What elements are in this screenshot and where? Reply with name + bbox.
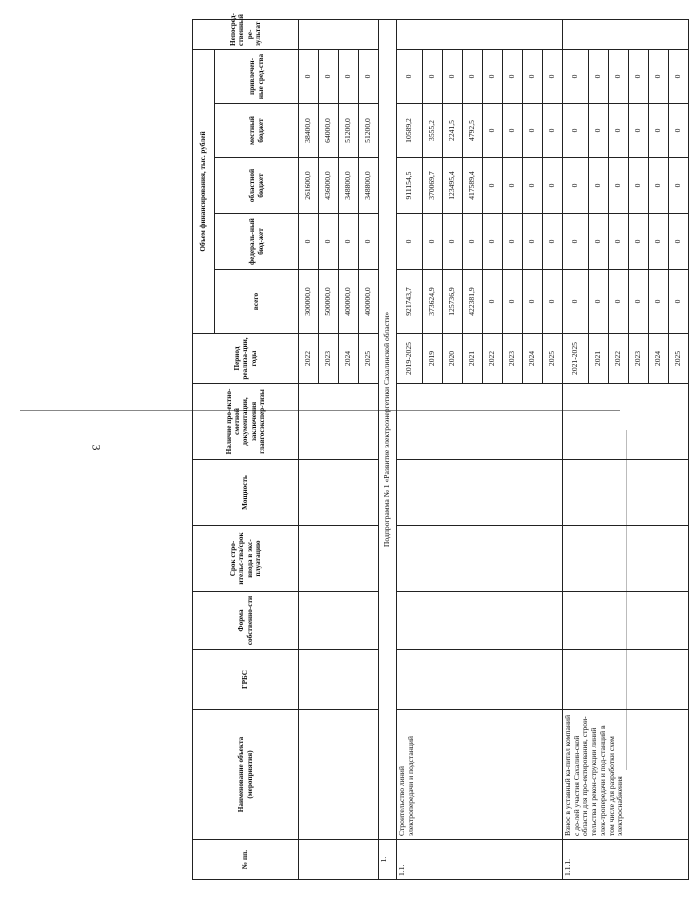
header-local: местный бюджет — [215, 104, 299, 158]
cell-year: 2021 — [589, 334, 609, 384]
cell-total: 921743,7 — [397, 270, 423, 334]
cell-local: 0 — [523, 104, 543, 158]
cell-regional: 0 — [589, 158, 609, 214]
cell-federal: 0 — [483, 214, 503, 270]
cell-regional: 261600,0 — [299, 158, 319, 214]
cell-attracted: 0 — [523, 49, 543, 103]
cell-year: 2025 — [359, 334, 379, 384]
cell-year: 2023 — [503, 334, 523, 384]
cell-ownership — [563, 592, 689, 650]
cell-ownership — [299, 592, 379, 650]
cell-regional: 0 — [563, 158, 589, 214]
header-grbs: ГРБС — [193, 650, 299, 710]
subprogram-row — [379, 19, 397, 879]
cell-federal: 0 — [543, 214, 563, 270]
cell-construction — [397, 526, 563, 592]
cell-year: 2020 — [443, 334, 463, 384]
cell-local: 0 — [483, 104, 503, 158]
table-row — [563, 19, 589, 879]
section-name: Взнос в уставный ка-питал компаний с до-лей участия Сахалин-ской области для про-ектирования, строи-тельства и рекон-струкции линий элек-тропередачи и под-станций в том числе для разработки схем электроснабжения — [563, 710, 689, 840]
header-ownership: Форма собственно-сти — [193, 592, 299, 650]
subprogram-title: Подпрограмма № 1 «Развитие электроэнергетики Сахалинской области» — [379, 19, 397, 839]
header-num: № пп. — [193, 840, 299, 880]
cell-capacity — [563, 460, 689, 526]
cell-total: 400000,0 — [339, 270, 359, 334]
cell-regional: 417589,4 — [463, 158, 483, 214]
cell-federal: 0 — [609, 214, 629, 270]
cell-local: 0 — [669, 104, 689, 158]
header-result: Непосред-ственный ре-зультат — [193, 19, 299, 49]
cell-local: 64000,0 — [319, 104, 339, 158]
cell-total: 422381,9 — [463, 270, 483, 334]
cell-federal: 0 — [463, 214, 483, 270]
cell-local: 10589,2 — [397, 104, 423, 158]
cell-grbs — [397, 650, 563, 710]
cell-regional: 0 — [649, 158, 669, 214]
cell-docs — [397, 384, 563, 460]
cell-grbs — [299, 650, 379, 710]
cell-local: 51200,0 — [339, 104, 359, 158]
cell-regional: 0 — [483, 158, 503, 214]
cell-attracted: 0 — [483, 49, 503, 103]
cell-local: 4792,5 — [463, 104, 483, 158]
section-num: 1.1. — [397, 840, 563, 880]
cell-result — [299, 19, 379, 49]
cell-year: 2024 — [339, 334, 359, 384]
cell-total: 0 — [543, 270, 563, 334]
cell-federal: 0 — [669, 214, 689, 270]
cell-attracted: 0 — [463, 49, 483, 103]
cell-regional: 348800,0 — [339, 158, 359, 214]
cell-regional: 348800,0 — [359, 158, 379, 214]
cell-attracted: 0 — [629, 49, 649, 103]
cell-construction — [563, 526, 689, 592]
cell-attracted: 0 — [299, 49, 319, 103]
cell-total: 0 — [629, 270, 649, 334]
cell-year: 2023 — [629, 334, 649, 384]
cell-attracted: 0 — [359, 49, 379, 103]
cell-num — [299, 840, 379, 880]
cell-attracted: 0 — [319, 49, 339, 103]
cell-regional: 0 — [503, 158, 523, 214]
cell-attracted: 0 — [669, 49, 689, 103]
cell-federal: 0 — [563, 214, 589, 270]
cell-year: 2022 — [483, 334, 503, 384]
cell-attracted: 0 — [443, 49, 463, 103]
cell-local: 0 — [563, 104, 589, 158]
cell-federal: 0 — [359, 214, 379, 270]
cell-ownership — [397, 592, 563, 650]
section-name: Строительство линий электропередачи и подстанций — [397, 710, 563, 840]
header-regional: областной бюджет — [215, 158, 299, 214]
cell-year: 2024 — [649, 334, 669, 384]
cell-attracted: 0 — [397, 49, 423, 103]
cell-regional: 0 — [609, 158, 629, 214]
cell-federal: 0 — [649, 214, 669, 270]
cell-attracted: 0 — [609, 49, 629, 103]
header-federal: федераль-ный бюд-жет — [215, 214, 299, 270]
cell-federal: 0 — [319, 214, 339, 270]
cell-docs — [563, 384, 689, 460]
cell-attracted: 0 — [503, 49, 523, 103]
cell-year: 2022 — [299, 334, 319, 384]
header-period: Период реализа-ции, годы — [193, 334, 299, 384]
header-total: всего — [215, 270, 299, 334]
cell-regional: 0 — [543, 158, 563, 214]
cell-attracted: 0 — [649, 49, 669, 103]
header-construction: Срок стро-ительс-тва/срок ввода в экс-плуатацию — [193, 526, 299, 592]
cell-federal: 0 — [339, 214, 359, 270]
cell-federal: 0 — [629, 214, 649, 270]
cell-regional: 436000,0 — [319, 158, 339, 214]
cell-year: 2019 — [423, 334, 443, 384]
cell-federal: 0 — [299, 214, 319, 270]
cell-local: 3555,2 — [423, 104, 443, 158]
cell-federal: 0 — [423, 214, 443, 270]
cell-total: 0 — [609, 270, 629, 334]
cell-federal: 0 — [523, 214, 543, 270]
cell-local: 0 — [589, 104, 609, 158]
header-attracted: привлечен-ные сред-ства — [215, 49, 299, 103]
cell-year: 2023 — [319, 334, 339, 384]
cell-total: 500000,0 — [319, 270, 339, 334]
header-capacity: Мощность — [193, 460, 299, 526]
cell-year: 2024 — [523, 334, 543, 384]
cell-total: 0 — [503, 270, 523, 334]
cell-federal: 0 — [503, 214, 523, 270]
cell-year: 2025 — [543, 334, 563, 384]
cell-year: 2021-2025 — [563, 334, 589, 384]
cell-capacity — [299, 460, 379, 526]
cell-local: 51200,0 — [359, 104, 379, 158]
cell-regional: 0 — [669, 158, 689, 214]
cell-year: 2022 — [609, 334, 629, 384]
cell-total: 373624,9 — [423, 270, 443, 334]
cell-local: 0 — [609, 104, 629, 158]
cell-total: 0 — [589, 270, 609, 334]
cell-total: 125736,9 — [443, 270, 463, 334]
subprogram-num: 1. — [379, 840, 397, 880]
cell-total: 0 — [649, 270, 669, 334]
rotated-table-stage — [192, 13, 683, 880]
table-row — [299, 19, 319, 879]
cell-docs — [299, 384, 379, 460]
cell-year: 2021 — [463, 334, 483, 384]
cell-name — [299, 710, 379, 840]
cell-local: 0 — [629, 104, 649, 158]
cell-attracted: 0 — [423, 49, 443, 103]
cell-attracted: 0 — [543, 49, 563, 103]
cell-total: 300000,0 — [299, 270, 319, 334]
cell-regional: 911154,5 — [397, 158, 423, 214]
section-num: 1.1.1. — [563, 840, 689, 880]
cell-federal: 0 — [589, 214, 609, 270]
cell-result — [563, 19, 689, 49]
cell-attracted: 0 — [339, 49, 359, 103]
table-row — [397, 19, 423, 879]
cell-federal: 0 — [397, 214, 423, 270]
header-docs: Наличие про-ектно-сметной документации, заключения главгосэкспер-тизы — [193, 384, 299, 460]
cell-local: 2241,5 — [443, 104, 463, 158]
cell-local: 38400,0 — [299, 104, 319, 158]
cell-regional: 0 — [523, 158, 543, 214]
cell-regional: 370069,7 — [423, 158, 443, 214]
header-name: Наименование объекта (мероприятия) — [193, 710, 299, 840]
cell-total: 0 — [523, 270, 543, 334]
cell-regional: 123495,4 — [443, 158, 463, 214]
cell-federal: 0 — [443, 214, 463, 270]
cell-local: 0 — [649, 104, 669, 158]
cell-regional: 0 — [629, 158, 649, 214]
header-funding-group: Объем финансирования, тыс. рублей — [193, 49, 215, 333]
funding-table — [192, 13, 689, 880]
cell-local: 0 — [543, 104, 563, 158]
cell-total: 0 — [483, 270, 503, 334]
cell-total: 0 — [563, 270, 589, 334]
cell-local: 0 — [503, 104, 523, 158]
cell-result — [397, 19, 563, 49]
cell-capacity — [397, 460, 563, 526]
cell-attracted: 0 — [563, 49, 589, 103]
cell-grbs — [563, 650, 689, 710]
cell-attracted: 0 — [589, 49, 609, 103]
cell-total: 0 — [669, 270, 689, 334]
cell-construction — [299, 526, 379, 592]
cell-total: 400000,0 — [359, 270, 379, 334]
page-number: 3 — [89, 444, 104, 451]
cell-year: 2019-2025 — [397, 334, 423, 384]
cell-year: 2025 — [669, 334, 689, 384]
